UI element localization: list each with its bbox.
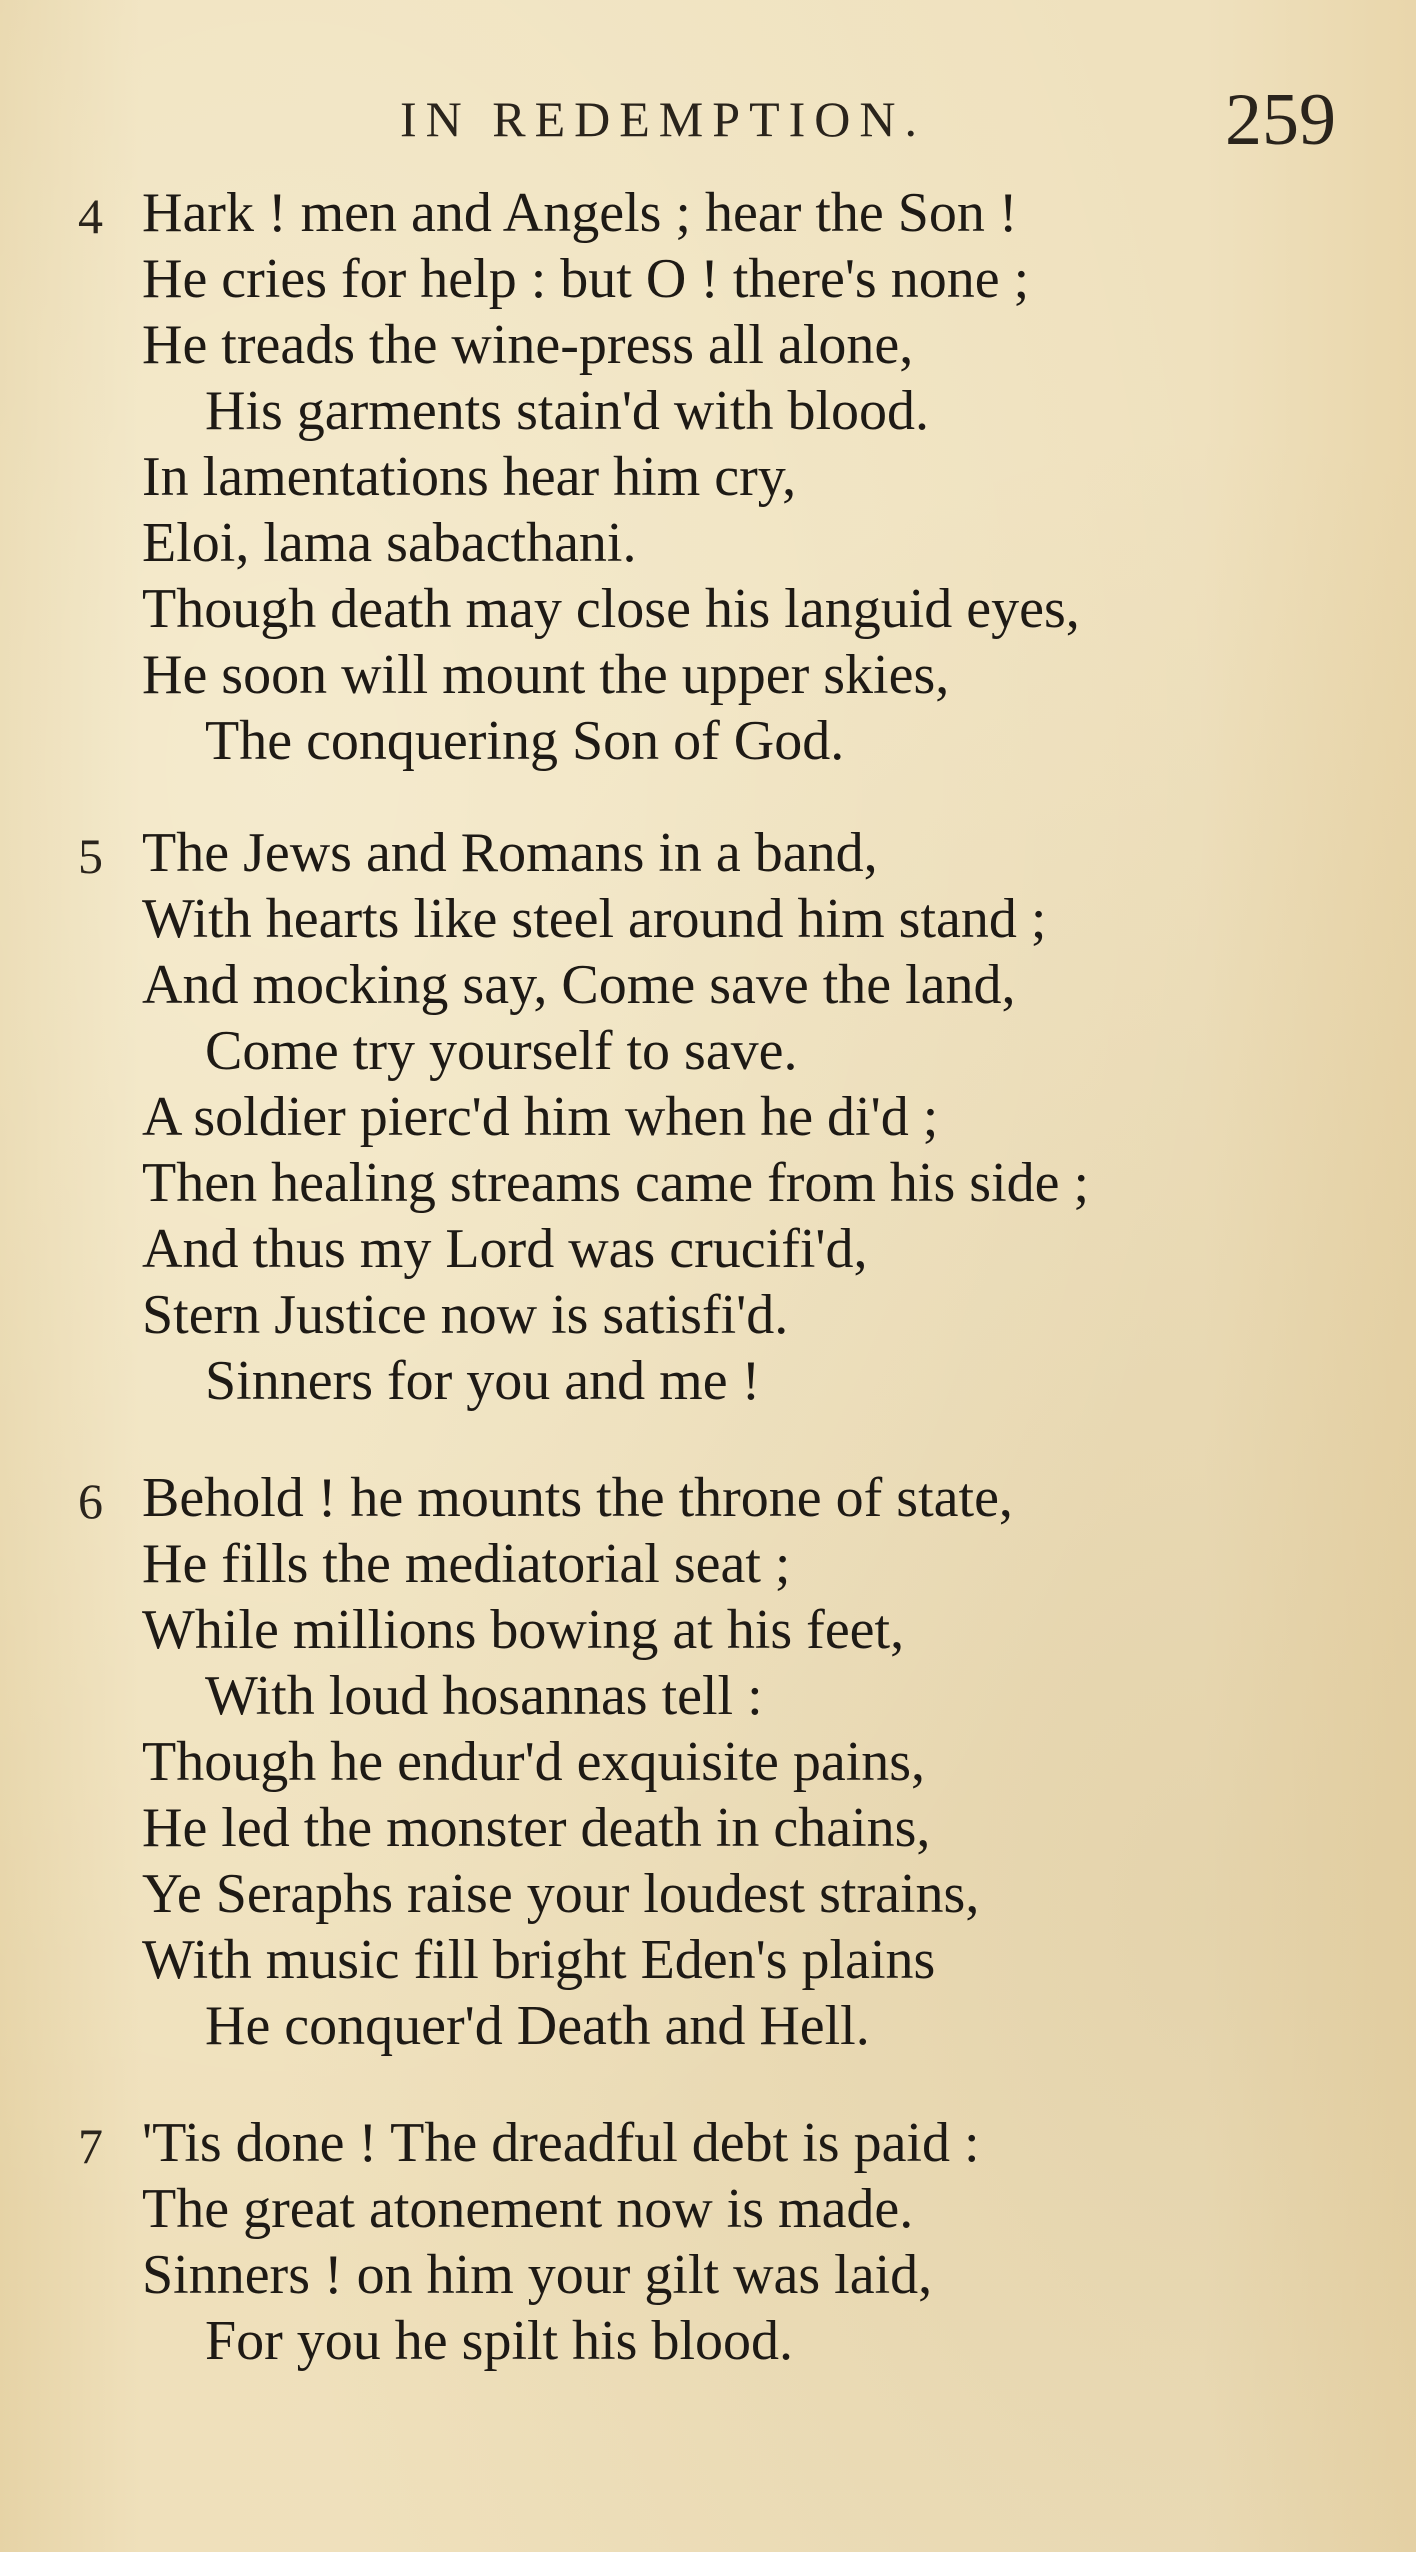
stanza-number: 7 — [78, 2118, 103, 2174]
stanza-number: 6 — [78, 1473, 103, 1529]
verse-line: 'Tis done ! The dreadful debt is paid : — [142, 2112, 980, 2174]
verse-line: His garments stain'd with blood. — [205, 380, 930, 442]
verse-line: The great atonement now is made. — [142, 2178, 914, 2240]
verse-line: The Jews and Romans in a band, — [142, 822, 878, 884]
verse-line: Then healing streams came from his side ; — [142, 1152, 1090, 1214]
verse-line: He treads the wine-press all alone, — [142, 314, 914, 376]
verse-line: Come try yourself to save. — [205, 1020, 798, 1082]
stanza-number: 5 — [78, 828, 103, 884]
verse-line: And mocking say, Come save the land, — [142, 954, 1016, 1016]
verse-line: Hark ! men and Angels ; hear the Son ! — [142, 182, 1018, 244]
verse-line: Sinners ! on him your gilt was laid, — [142, 2244, 933, 2306]
verse-line: Behold ! he mounts the throne of state, — [142, 1467, 1013, 1529]
verse-line: Though death may close his languid eyes, — [142, 578, 1080, 640]
verse-line: Eloi, lama sabacthani. — [142, 512, 637, 574]
verse-line: A soldier pierc'd him when he di'd ; — [142, 1086, 939, 1148]
verse-line: Stern Justice now is satisfi'd. — [142, 1284, 789, 1346]
page-number: 259 — [1225, 79, 1336, 161]
verse-line: While millions bowing at his feet, — [142, 1599, 905, 1661]
stanza-number: 4 — [78, 188, 103, 244]
verse-line: He cries for help : but O ! there's none ; — [142, 248, 1030, 310]
verse-line: He fills the mediatorial seat ; — [142, 1533, 791, 1595]
verse-line: He conquer'd Death and Hell. — [205, 1995, 870, 2057]
verse-line: With hearts like steel around him stand ; — [142, 888, 1047, 950]
verse-line: With loud hosannas tell : — [205, 1665, 763, 1727]
verse-line: In lamentations hear him cry, — [142, 446, 797, 508]
verse-line: Sinners for you and me ! — [205, 1350, 761, 1412]
verse-line: Though he endur'd exquisite pains, — [142, 1731, 926, 1793]
verse-line: For you he spilt his blood. — [205, 2310, 794, 2372]
verse-line: And thus my Lord was crucifi'd, — [142, 1218, 868, 1280]
verse-line: He led the monster death in chains, — [142, 1797, 931, 1859]
verse-line: With music fill bright Eden's plains — [142, 1929, 936, 1991]
verse-line: He soon will mount the upper skies, — [142, 644, 950, 706]
page-header — [0, 78, 1416, 168]
verse-line: The conquering Son of God. — [205, 710, 845, 772]
running-head: IN REDEMPTION. — [400, 91, 926, 147]
verse-line: Ye Seraphs raise your loudest strains, — [142, 1863, 980, 1925]
